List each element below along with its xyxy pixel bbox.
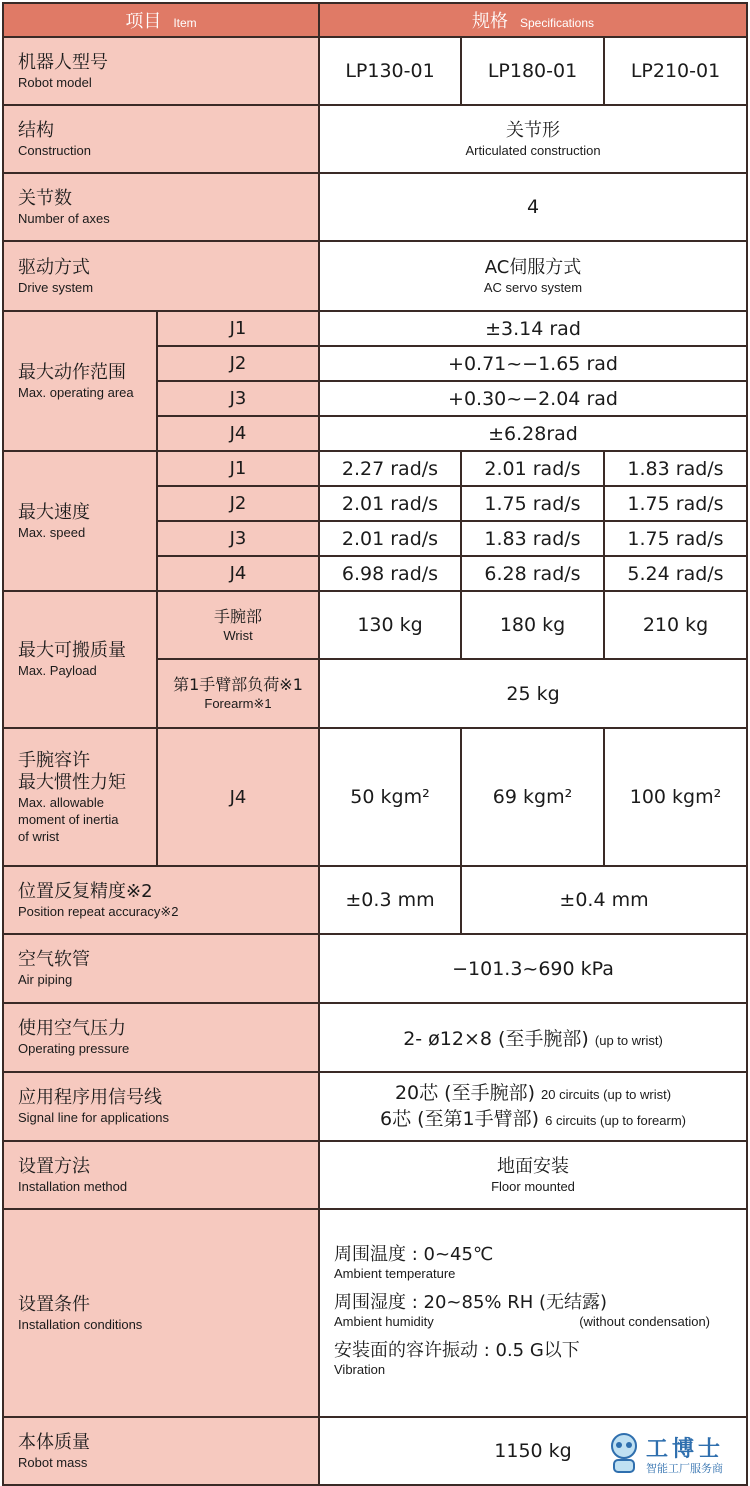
mass-label-en: Robot mass bbox=[18, 1454, 88, 1470]
install-method-value-en: Floor mounted bbox=[491, 1178, 575, 1194]
range-label-en: Max. operating area bbox=[18, 384, 134, 400]
inertia-value: 50 kgm² bbox=[319, 728, 461, 866]
air-piping-label bbox=[3, 934, 319, 1003]
install-cond-label-en: Installation conditions bbox=[18, 1316, 143, 1332]
signal-line1-main: 20芯 (至手腕部) bbox=[394, 1081, 535, 1104]
signal-label-cn: 应用程序用信号线 bbox=[18, 1087, 162, 1108]
air-piping-row bbox=[3, 934, 747, 1003]
model-value: LP130-01 bbox=[319, 37, 461, 105]
signal-line2-main: 6芯 (至第1手臂部) bbox=[380, 1107, 540, 1130]
spec-header-cn: 规格 bbox=[471, 11, 508, 32]
pressure-row bbox=[3, 1003, 747, 1072]
drive-value-en: AC servo system bbox=[483, 279, 583, 295]
speed-value: 1.75 rad/s bbox=[604, 521, 747, 556]
temperature-cn: 周围温度 : 0~45℃ bbox=[334, 1244, 494, 1265]
forearm-value: 25 kg bbox=[319, 659, 747, 728]
humidity-en: Ambient humidity bbox=[334, 1314, 434, 1329]
air-piping-value: −101.3~690 kPa bbox=[319, 934, 747, 1003]
joint-label: J2 bbox=[157, 346, 319, 381]
speed-label-en: Max. speed bbox=[18, 524, 86, 540]
range-value: +0.30~−2.04 rad bbox=[319, 381, 747, 416]
joint-label: J1 bbox=[157, 451, 319, 486]
payload-label bbox=[3, 591, 157, 728]
forearm-label-cn: 第1手臂部负荷※1 bbox=[173, 675, 303, 694]
repeat-label-cn: 位置反复精度※2 bbox=[18, 880, 153, 902]
header-row bbox=[3, 3, 747, 37]
mass-label-cn: 本体质量 bbox=[18, 1431, 90, 1453]
speed-value: 6.98 rad/s bbox=[319, 556, 461, 591]
construction-label-cn: 结构 bbox=[18, 119, 54, 141]
range-value: ±6.28rad bbox=[319, 416, 747, 451]
air-piping-label-cn: 空气软管 bbox=[18, 949, 90, 970]
repeat-label-en: Position repeat accuracy※2 bbox=[18, 903, 179, 919]
temperature-en: Ambient temperature bbox=[334, 1266, 456, 1281]
install-cond-value bbox=[319, 1209, 747, 1417]
spec-table bbox=[2, 2, 748, 1486]
model-value: LP210-01 bbox=[604, 37, 747, 105]
install-cond-row bbox=[3, 1209, 747, 1417]
wrist-label-en: Wrist bbox=[223, 627, 253, 643]
payload-label-cn: 最大可搬质量 bbox=[18, 640, 126, 661]
pressure-label-en: Operating pressure bbox=[18, 1041, 130, 1056]
inertia-label bbox=[3, 728, 157, 866]
signal-label bbox=[3, 1072, 319, 1141]
item-header-cn: 项目 bbox=[125, 11, 162, 32]
speed-value: 5.24 rad/s bbox=[604, 556, 747, 591]
construction-row bbox=[3, 105, 747, 173]
speed-value: 2.01 rad/s bbox=[319, 486, 461, 521]
speed-value: 1.83 rad/s bbox=[461, 521, 604, 556]
speed-value: 2.01 rad/s bbox=[319, 521, 461, 556]
axes-label-cn: 关节数 bbox=[18, 187, 72, 209]
temperature-item bbox=[334, 1244, 746, 1282]
speed-value: 2.01 rad/s bbox=[461, 451, 604, 486]
model-row bbox=[3, 37, 747, 105]
drive-label-cn: 驱动方式 bbox=[18, 256, 90, 278]
speed-value: 1.75 rad/s bbox=[461, 486, 604, 521]
forearm-label-en: Forearm※1 bbox=[204, 696, 272, 711]
drive-label bbox=[3, 241, 319, 311]
speed-row bbox=[3, 451, 747, 486]
inertia-label-en: of wrist bbox=[18, 828, 60, 844]
wrist-label-cn: 手腕部 bbox=[213, 606, 262, 626]
watermark-logo bbox=[606, 1430, 742, 1478]
speed-value: 1.83 rad/s bbox=[604, 451, 747, 486]
install-method-label-en: Installation method bbox=[18, 1178, 128, 1194]
spec-header-en: Specifications bbox=[519, 16, 595, 30]
speed-value: 2.27 rad/s bbox=[319, 451, 461, 486]
pressure-value-main: 2- ø12×8 (至手腕部) bbox=[403, 1028, 589, 1050]
construction-value-cn: 关节形 bbox=[506, 119, 560, 141]
install-method-row bbox=[3, 1141, 747, 1209]
payload-value: 180 kg bbox=[461, 591, 604, 659]
inertia-label-en: moment of inertia bbox=[18, 811, 119, 827]
inertia-row bbox=[3, 728, 747, 866]
axes-label bbox=[3, 173, 319, 241]
mass-label bbox=[3, 1417, 319, 1485]
repeat-value: ±0.3 mm bbox=[319, 866, 461, 934]
model-label-cn: 机器人型号 bbox=[18, 51, 108, 73]
range-value: +0.71~−1.65 rad bbox=[319, 346, 747, 381]
install-method-value-cn: 地面安装 bbox=[497, 1155, 569, 1177]
speed-label bbox=[3, 451, 157, 591]
install-cond-label bbox=[3, 1209, 319, 1417]
install-method-label-cn: 设置方法 bbox=[18, 1155, 90, 1177]
mass-value: 1150 kg bbox=[319, 1417, 747, 1485]
drive-label-en: Drive system bbox=[18, 279, 94, 295]
model-label bbox=[3, 37, 319, 105]
payload-value: 210 kg bbox=[604, 591, 747, 659]
joint-label: J4 bbox=[157, 416, 319, 451]
joint-label: J3 bbox=[157, 381, 319, 416]
humidity-en-row bbox=[334, 1314, 746, 1330]
joint-label: J4 bbox=[157, 728, 319, 866]
signal-value bbox=[319, 1072, 747, 1141]
pressure-value bbox=[319, 1003, 747, 1072]
humidity-cn: 周围湿度 : 20~85% RH (无结露) bbox=[334, 1292, 608, 1313]
speed-label-cn: 最大速度 bbox=[18, 501, 90, 523]
humidity-en-note: (without condensation) bbox=[579, 1314, 711, 1329]
inertia-label-cn: 最大惯性力矩 bbox=[18, 771, 126, 793]
drive-row bbox=[3, 241, 747, 311]
inertia-value: 69 kgm² bbox=[461, 728, 604, 866]
signal-label-en: Signal line for applications bbox=[18, 1110, 170, 1125]
axes-label-en: Number of axes bbox=[18, 210, 110, 226]
joint-label: J4 bbox=[157, 556, 319, 591]
pressure-value-note: (up to wrist) bbox=[594, 1033, 663, 1048]
inertia-label-cn: 手腕容许 bbox=[18, 749, 90, 771]
joint-label: J2 bbox=[157, 486, 319, 521]
range-label bbox=[3, 311, 157, 451]
item-header bbox=[3, 3, 319, 37]
model-value: LP180-01 bbox=[461, 37, 604, 105]
construction-label bbox=[3, 105, 319, 173]
axes-row bbox=[3, 173, 747, 241]
repeat-label bbox=[3, 866, 319, 934]
construction-value bbox=[319, 105, 747, 173]
wrist-label bbox=[157, 591, 319, 659]
watermark-title: 工博士 bbox=[646, 1437, 725, 1462]
joint-label: J1 bbox=[157, 311, 319, 346]
signal-line2-note: 6 circuits (up to forearm) bbox=[545, 1112, 686, 1128]
robot-mascot-icon bbox=[606, 1432, 642, 1476]
repeat-row bbox=[3, 866, 747, 934]
model-label-en: Robot model bbox=[18, 74, 92, 90]
pressure-label bbox=[3, 1003, 319, 1072]
speed-value: 1.75 rad/s bbox=[604, 486, 747, 521]
humidity-item bbox=[334, 1292, 746, 1330]
item-header-en: Item bbox=[173, 16, 197, 30]
payload-row bbox=[3, 591, 747, 659]
joint-label: J3 bbox=[157, 521, 319, 556]
install-method-label bbox=[3, 1141, 319, 1209]
construction-label-en: Construction bbox=[18, 142, 91, 158]
range-value: ±3.14 rad bbox=[319, 311, 747, 346]
install-cond-label-cn: 设置条件 bbox=[18, 1293, 90, 1315]
signal-line1-note: 20 circuits (up to wrist) bbox=[541, 1086, 672, 1102]
vibration-cn: 安装面的容许振动 : 0.5 G以下 bbox=[334, 1340, 580, 1361]
payload-label-en: Max. Payload bbox=[18, 663, 97, 678]
air-piping-label-en: Air piping bbox=[18, 972, 73, 987]
range-label-cn: 最大动作范围 bbox=[18, 361, 126, 383]
vibration-item bbox=[334, 1340, 746, 1378]
range-row bbox=[3, 311, 747, 346]
axes-value: 4 bbox=[319, 173, 747, 241]
repeat-value: ±0.4 mm bbox=[461, 866, 747, 934]
vibration-en: Vibration bbox=[334, 1362, 386, 1377]
signal-row bbox=[3, 1072, 747, 1141]
payload-value: 130 kg bbox=[319, 591, 461, 659]
construction-value-en: Articulated construction bbox=[465, 142, 601, 158]
inertia-value: 100 kgm² bbox=[604, 728, 747, 866]
drive-value bbox=[319, 241, 747, 311]
speed-value: 6.28 rad/s bbox=[461, 556, 604, 591]
drive-value-cn: AC伺服方式 bbox=[484, 256, 582, 278]
install-method-value bbox=[319, 1141, 747, 1209]
watermark-subtitle: 智能工厂服务商 bbox=[646, 1462, 723, 1475]
pressure-label-cn: 使用空气压力 bbox=[18, 1018, 126, 1039]
inertia-label-en: Max. allowable bbox=[18, 794, 104, 810]
forearm-label bbox=[157, 659, 319, 728]
spec-header bbox=[319, 3, 747, 37]
